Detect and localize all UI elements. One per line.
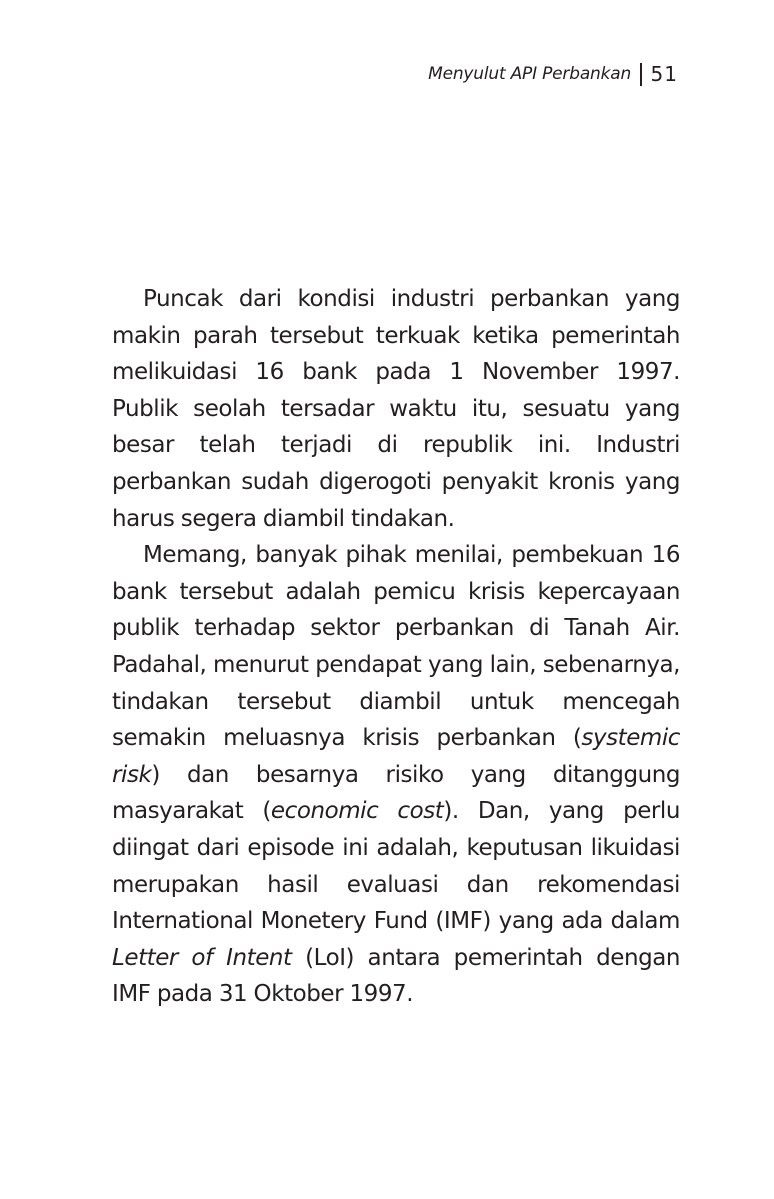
paragraph-2-part-1: Memang, banyak pihak menilai, pembekuan 16 bank tersebut adalah pemicu krisis kepercayaan publik terhadap sektor perbankan di Tanah Air. Padahal, menurut pendapat yang lain, sebenarnya, tindakan tersebut diambil untuk mencegah semakin meluasnya krisis perbankan ( (112, 542, 680, 752)
header-divider (640, 63, 642, 86)
paragraph-1-text: Puncak dari kondisi industri perbankan yang makin parah tersebut terkuak ketika pemerintah melikuidasi 16 bank pada 1 November 1997. Publik seolah tersadar waktu itu, sesuatu yang besar telah terjadi di republik ini. Industri perbankan sudah digerogoti penyakit kronis yang harus segera diambil tindakan. (112, 286, 680, 532)
paragraph-1 (112, 281, 680, 537)
running-header (428, 62, 678, 86)
paragraph-2-part-2: ) dan besarnya risiko yang ditanggung masyarakat ( (112, 761, 680, 825)
paragraph-2-part-3: ). Dan, yang perlu diingat dari episode ini adalah, keputusan likuidasi merupakan hasil evaluasi dan rekomendasi International Monetery Fund (IMF) yang ada dalam (112, 798, 680, 935)
page-number: 51 (650, 62, 678, 86)
term-systemic-risk: systemic risk (112, 725, 680, 788)
term-letter-of-intent: Letter of Intent (112, 944, 292, 971)
body-text (112, 281, 680, 1013)
paragraph-2 (112, 537, 680, 1013)
term-economic-cost: economic cost (270, 798, 444, 825)
paragraph-2-part-4: (LoI) antara pemerintah dengan IMF pada 31 Oktober 1997. (112, 944, 680, 1008)
running-title: Menyulut API Perbankan (428, 64, 632, 84)
